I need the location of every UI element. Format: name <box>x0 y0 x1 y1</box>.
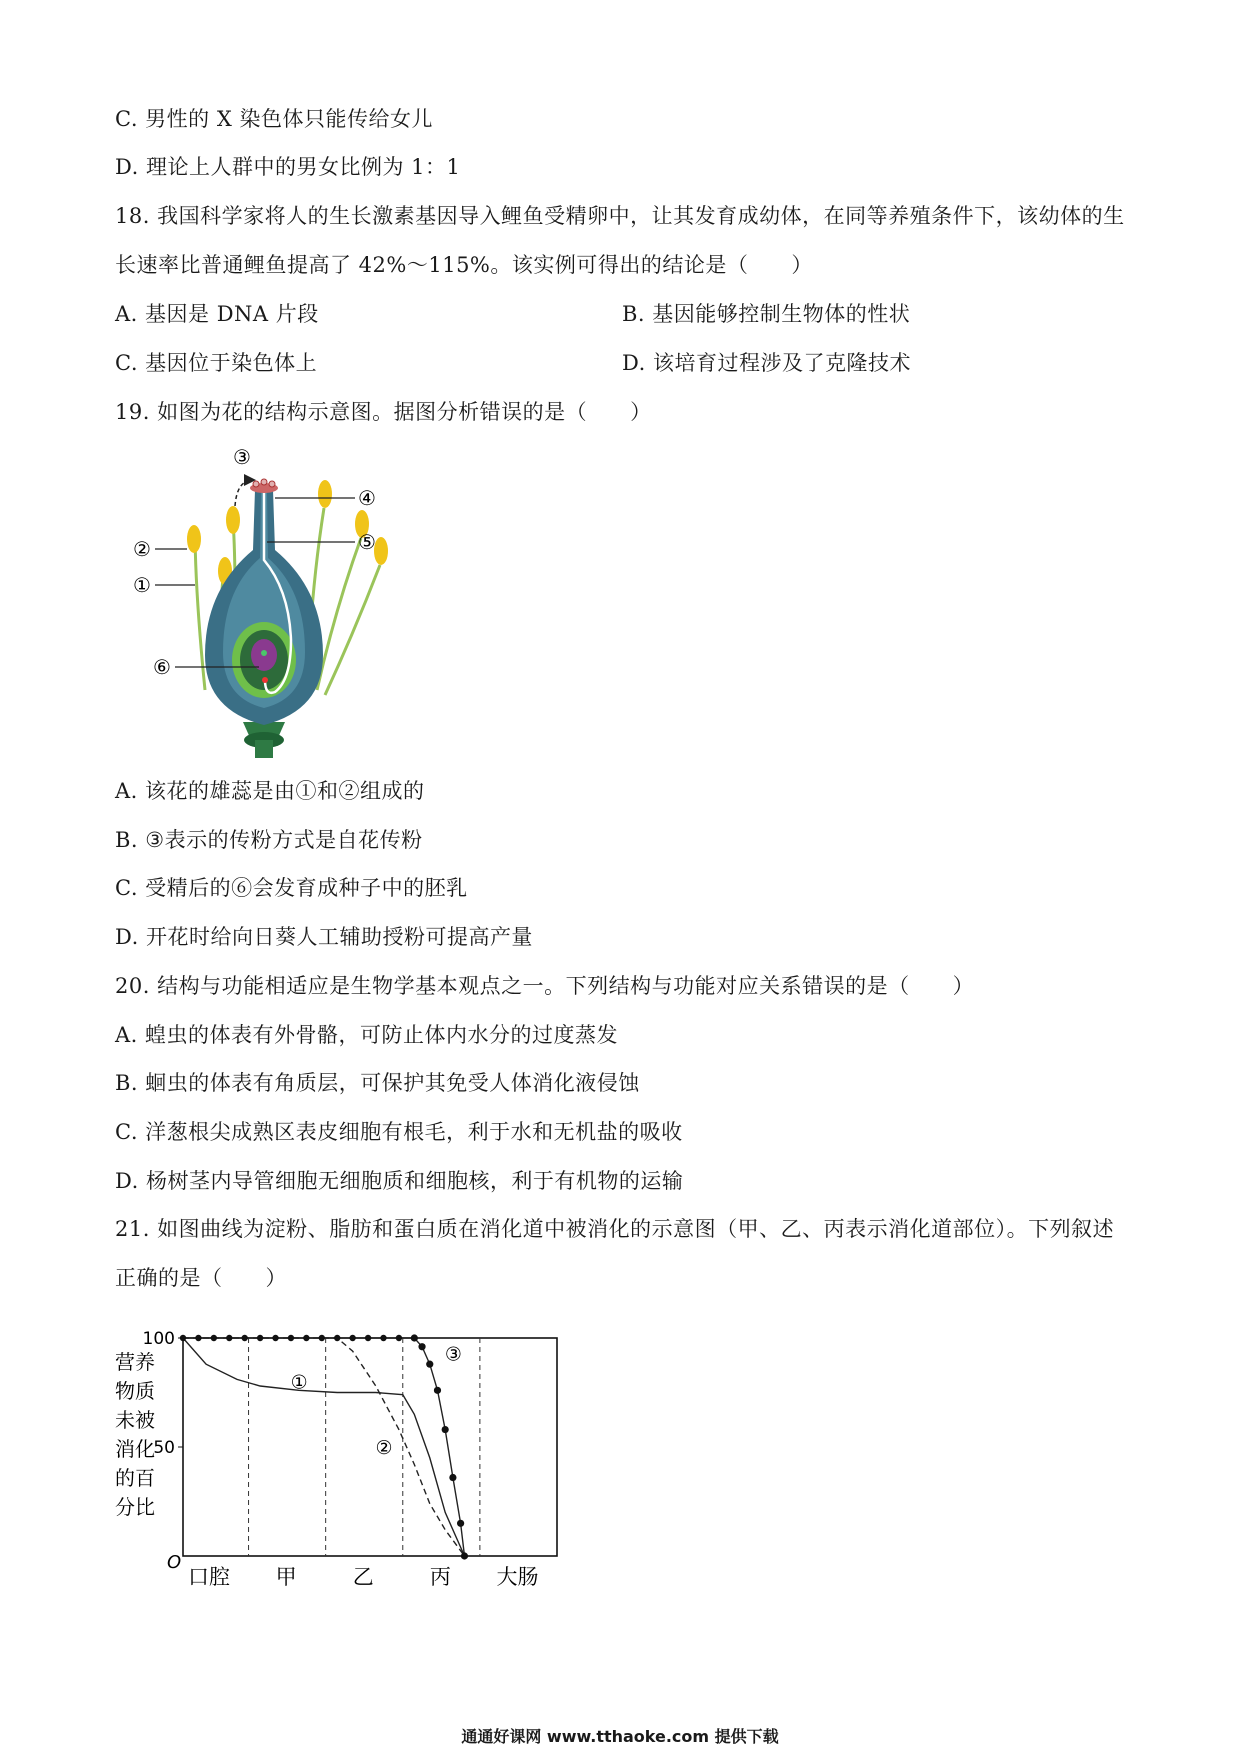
series-line-3 <box>183 1338 465 1556</box>
series-3-point <box>272 1335 278 1341</box>
series-label-1: ① <box>290 1371 308 1394</box>
q17-option-c: C. 男性的 X 染色体只能传给女儿 <box>115 107 433 131</box>
series-3-point <box>411 1334 418 1341</box>
q19-option-d: D. 开花时给向日葵人工辅助授粉可提高产量 <box>115 925 533 949</box>
y-tick-label: 50 <box>153 1438 175 1458</box>
y-label-4: 消化 <box>115 1437 155 1461</box>
q20-option-a: A. 蝗虫的体表有外骨骼，可防止体内水分的过度蒸发 <box>115 1023 619 1047</box>
series-line-2 <box>183 1338 465 1556</box>
series-3-point <box>226 1335 232 1341</box>
x-category-label: 乙 <box>352 1565 374 1589</box>
x-category-label: 大肠 <box>496 1565 539 1589</box>
series-3-point <box>457 1520 464 1527</box>
q18-stem-line2: 长速率比普通鲤鱼提高了 42%～115%。该实例可得出的结论是（ ） <box>115 253 813 277</box>
page-footer: 通通好课网 www.tthaoke.com 提供下载 <box>461 1727 779 1746</box>
q18-option-b: B. 基因能够控制生物体的性状 <box>622 302 911 326</box>
series-label-3: ③ <box>444 1343 462 1366</box>
series-3-point <box>380 1335 386 1341</box>
series-3-point <box>461 1552 468 1559</box>
series-3-point <box>418 1343 425 1350</box>
series-3-point <box>396 1335 402 1341</box>
series-3-point <box>442 1426 449 1433</box>
q21-stem-line1: 21. 如图曲线为淀粉、脂肪和蛋白质在消化道中被消化的示意图（甲、乙、丙表示消化道部位）。下列叙述 <box>115 1217 1115 1241</box>
x-category-label: 甲 <box>275 1565 297 1589</box>
series-3-point <box>319 1335 325 1341</box>
q20-option-b: B. 蛔虫的体表有角质层，可保护其免受人体消化液侵蚀 <box>115 1071 640 1095</box>
series-3-point <box>449 1474 456 1481</box>
flower-diagram <box>125 440 455 760</box>
q20-stem: 20. 结构与功能相适应是生物学基本观点之一。下列结构与功能对应关系错误的是（ ） <box>115 974 975 998</box>
q18-option-a: A. 基因是 DNA 片段 <box>115 302 319 326</box>
series-3-point <box>434 1387 441 1394</box>
q20-option-c: C. 洋葱根尖成熟区表皮细胞有根毛，利于水和无机盐的吸收 <box>115 1120 683 1144</box>
flower-label-1: ① <box>133 573 151 597</box>
series-3-point <box>426 1361 433 1368</box>
q17-option-d: D. 理论上人群中的男女比例为 1：1 <box>115 155 461 179</box>
x-category-label: 丙 <box>429 1565 451 1589</box>
q18-option-d: D. 该培育过程涉及了克隆技术 <box>622 351 911 375</box>
series-3-point <box>334 1335 340 1341</box>
flower-label-6: ⑥ <box>153 655 171 679</box>
series-3-point <box>195 1335 201 1341</box>
flower-label-4: ④ <box>358 486 376 510</box>
series-3-point <box>211 1335 217 1341</box>
flower-label-5: ⑤ <box>358 530 376 554</box>
y-label-1: 营养 <box>115 1350 155 1374</box>
y-label-3: 未被 <box>115 1408 155 1432</box>
digestion-chart <box>105 1310 585 1589</box>
flower-label-3: ③ <box>233 445 251 469</box>
series-3-point <box>365 1335 371 1341</box>
q20-option-d: D. 杨树茎内导管细胞无细胞质和细胞核，利于有机物的运输 <box>115 1169 684 1193</box>
q19-option-c: C. 受精后的⑥会发育成种子中的胚乳 <box>115 876 468 900</box>
series-3-point <box>349 1335 355 1341</box>
series-3-point <box>241 1335 247 1341</box>
series-3-point <box>180 1335 186 1341</box>
series-3-point <box>303 1335 309 1341</box>
plot-frame <box>183 1338 557 1556</box>
y-label-2: 物质 <box>115 1379 155 1403</box>
anther <box>187 525 201 553</box>
y-tick-label: 100 <box>142 1329 175 1349</box>
x-category-label: 口腔 <box>188 1565 230 1589</box>
q18-option-c: C. 基因位于染色体上 <box>115 351 318 375</box>
flower-label-2: ② <box>133 537 151 561</box>
q19-option-a: A. 该花的雄蕊是由①和②组成的 <box>115 779 425 803</box>
y-label-5: 的百 <box>115 1466 155 1490</box>
origin-label: O <box>167 1552 182 1573</box>
series-3-point <box>257 1335 263 1341</box>
series-line-1 <box>183 1338 465 1556</box>
q19-option-b: B. ③表示的传粉方式是自花传粉 <box>115 828 423 852</box>
series-label-2: ② <box>375 1437 393 1459</box>
series-3-point <box>288 1335 294 1341</box>
y-label-6: 分比 <box>115 1495 155 1519</box>
q19-stem: 19. 如图为花的结构示意图。据图分析错误的是（ ） <box>115 400 652 424</box>
q21-stem-line2: 正确的是（ ） <box>115 1266 287 1290</box>
q18-stem-line1: 18. 我国科学家将人的生长激素基因导入鲤鱼受精卵中，让其发育成幼体，在同等养殖条件下，该幼体的生 <box>115 204 1125 228</box>
